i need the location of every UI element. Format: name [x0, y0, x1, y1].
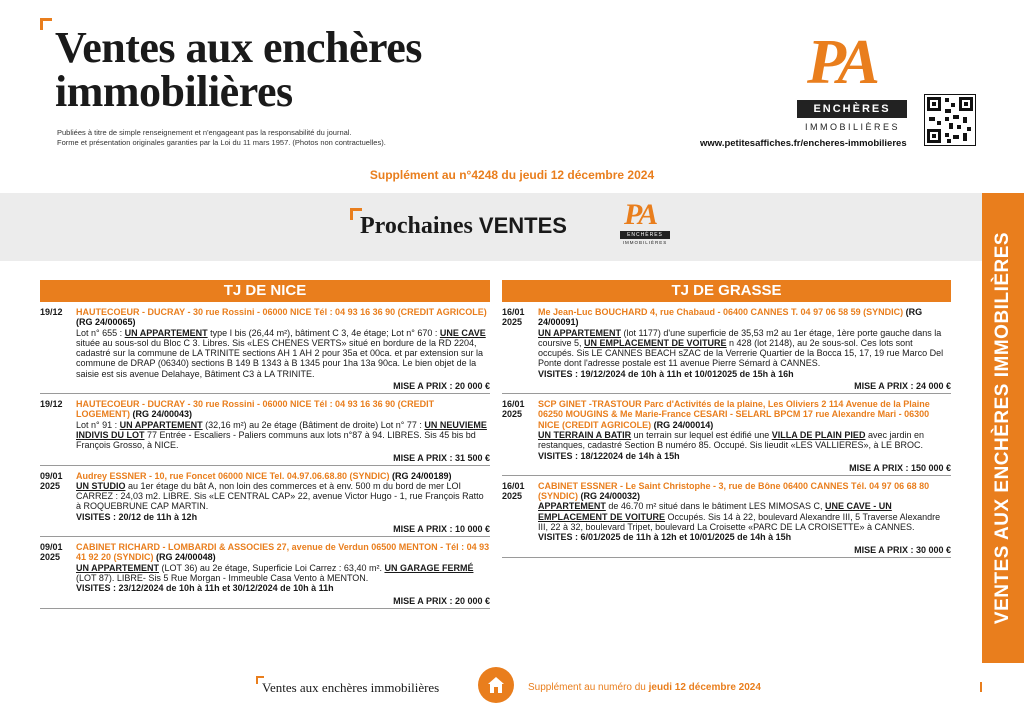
sale-date — [40, 542, 72, 562]
sale-date-year: 2025 — [40, 480, 61, 491]
nice-column — [40, 280, 490, 609]
entry-body — [76, 399, 490, 463]
entry-text: type I bis (26,44 m²), bâtiment C 3, 4e étage; Lot n° 670 : — [207, 327, 440, 338]
side-banner-label: VENTES AUX ENCHÈRES IMMOBILIÈRES — [992, 231, 1013, 625]
auction-entry — [502, 476, 951, 558]
sale-date-year: 2025 — [502, 409, 523, 420]
entry-text: au 1er étage du bât A, non loin des commerces et à env. 500 m du bord de mer LOI CARREZ : 24,03 m2. LIBRE. Sis «LE CENTRAL CAP» 22, avenue Victor Hugo - 1, rue François Ratto à ROQUEBRUNE CAP MARTIN. — [76, 480, 484, 512]
footer-supplement-a: Supplément au numéro du — [528, 682, 649, 693]
auction-entry — [40, 302, 490, 394]
auction-entry — [40, 537, 490, 608]
page-title — [55, 23, 422, 116]
lawyer-header: HAUTECOEUR - DUCRAY - 30 rue Rossini - 06000 NICE Tél : 04 93 16 36 90 (CREDIT LOGEMENT) — [76, 399, 435, 420]
sale-date-day: 16/01 — [502, 399, 525, 410]
lot-type: UN NEUVIEME INDIVIS DU LOT — [76, 419, 487, 440]
lawyer-header: Me Jean-Luc BOUCHARD 4, rue Chabaud - 06400 CANNES T. 04 97 06 58 59 (SYNDIC) — [538, 307, 904, 317]
nice-column-title: TJ DE NICE — [40, 280, 490, 302]
auction-entry — [502, 302, 951, 394]
sale-date-day: 19/12 — [40, 399, 63, 410]
qr-code-icon — [924, 94, 976, 146]
sale-date — [502, 399, 534, 419]
sale-date-day: 19/12 — [40, 307, 63, 317]
case-reference: (RG 24/00043) — [130, 409, 193, 420]
disclaimer-line-1: Publiées à titre de simple renseignement et n'engageant pas la responsabilité du journal. — [57, 128, 352, 137]
entry-text: située au sous-sol du Bloc C 3. Libres. Sis «LES CHENES VERTS» situé en bordure de la RD 2204, cadastré sur la commune de LA TRINITE sections AH 1 AH 2 pour 35a et 00ca. et par extension sur la commune de DRAP (06340) sections B 149 B 1343 à B 1345 pour 1ha 13a 90ca. Le bien objet de la saisie est sis avenue Delahaye, Bâtiment C3 à LA TRINITE. — [76, 337, 484, 379]
auction-entry — [40, 394, 490, 465]
footer-supplement — [528, 682, 761, 693]
entry-body — [76, 471, 490, 535]
mini-logo-bar: ENCHÈRES — [620, 231, 670, 239]
sale-date — [40, 307, 72, 317]
entry-text: avec jardin en restanques, cadastré Section B numéro 85. Occupé. Sis lieudit «LES VALLIERES», à LE BROC. — [538, 429, 924, 451]
entry-text: (32,16 m²) au 2e étage (Bâtiment de droite) Lot n° 77 : — [202, 419, 425, 430]
case-reference: (RG 24/00065) — [76, 317, 136, 328]
starting-price: MISE A PRIX : 10 000 € — [393, 524, 490, 535]
case-reference: (RG 24/00189) — [389, 470, 452, 481]
case-reference: (RG 24/00048) — [153, 552, 216, 563]
lot-type: UN TERRAIN A BATIR — [538, 429, 632, 440]
lot-type: UN APPARTEMENT — [119, 419, 203, 430]
starting-price: MISE A PRIX : 20 000 € — [393, 381, 490, 392]
mini-logo-sub: IMMOBILIÈRES — [622, 240, 668, 245]
sale-date-day: 09/01 — [40, 470, 63, 481]
supplement-line: Supplément au n°4248 du jeudi 12 décembre 2024 — [369, 168, 655, 182]
visit-schedule: VISITES : 19/12/2024 de 10h à 11h et 10/012025 de 15h à 16h — [538, 368, 794, 379]
lawyer-header: SCP GINET -TRASTOUR Parc d'Activités de la plaine, Les Oliviers 2 114 Avenue de la Plaine 06250 MOUGINS & Me Marie-France CESARI - SELARL BPCM 17 rue Alexandre Mari - 06300 NICE (CREDIT AGRICOLE) — [538, 399, 930, 430]
lot-type: UN GARAGE FERMÉ — [384, 562, 474, 573]
lot-type: APPARTEMENT — [538, 501, 606, 512]
entry-text: Occupés. Sis 14 à 22, boulevard Alexandre III, 5 Traverse Alexandre III, 22 à 32, boulevard Tripet, boulevard La Croisette «PARC DE LA CROISETTE» à CANNES. — [538, 511, 941, 533]
entry-body — [76, 542, 490, 606]
band-title-a: Prochaines — [360, 213, 479, 239]
footer-title: Ventes aux enchères immobilières — [262, 680, 440, 695]
lot-type: UN APPARTEMENT — [124, 327, 208, 338]
title-line-1: Ventes aux enchères — [55, 23, 422, 72]
entry-text: de 46.70 m² situé dans le bâtiment LES MIMOSAS C, — [605, 501, 825, 512]
pa-logo — [795, 26, 910, 140]
entry-text: n 428 (lot 2148), au 2e sous-sol. Ces lots sont occupés. Sis LE CANNES BEACH sZAC de la Verrerie Quartier de la Bocca 15, 17, 19 rue Marco Del Ponte dont l'adresse postale est 11 avenue Pierre Sémard à CANNES. — [538, 337, 944, 369]
website-url[interactable]: www.petitesaffiches.fr/encheres-immobilieres — [700, 138, 907, 149]
sale-date-year: 2025 — [40, 552, 61, 563]
visit-schedule: VISITES : 23/12/2024 de 10h à 11h et 30/12/2024 de 10h à 11h — [76, 583, 334, 594]
band-title-b: VENTES — [478, 213, 567, 238]
entry-text: Lot n° 91 : — [76, 419, 120, 430]
case-reference: (RG 24/00014) — [651, 419, 714, 430]
lot-type: UN APPARTEMENT — [538, 327, 621, 338]
sale-date — [502, 481, 534, 501]
starting-price: MISE A PRIX : 31 500 € — [393, 452, 490, 463]
house-icon — [478, 667, 514, 703]
sale-date-day: 16/01 — [502, 307, 525, 317]
footer-tick — [980, 682, 982, 692]
disclaimer-line-2: Forme et présentation originales garanties par la Loi du 11 mars 1957. (Photos non contractuelles). — [57, 138, 386, 147]
mini-logo-letters: PA — [624, 198, 657, 231]
starting-price: MISE A PRIX : 24 000 € — [854, 381, 951, 392]
starting-price: MISE A PRIX : 20 000 € — [393, 595, 490, 606]
grasse-column — [502, 280, 951, 558]
lot-type: UN STUDIO — [76, 480, 126, 491]
auction-entry — [40, 466, 490, 537]
logo-letters: PA — [807, 26, 877, 97]
visit-schedule: VISITES : 18/122024 de 14h à 15h — [538, 450, 680, 461]
lot-type: UN EMPLACEMENT DE VOITURE — [584, 337, 727, 348]
lawyer-header: CABINET RICHARD - LOMBARDI & ASSOCIES 27, avenue de Verdun 06500 MENTON - Tél : 04 93 41 92 20 (SYNDIC) — [76, 542, 490, 563]
sale-date-day: 16/01 — [502, 480, 525, 491]
sale-date — [40, 471, 72, 491]
sale-date — [40, 399, 72, 409]
sale-date — [502, 307, 534, 327]
entry-body — [538, 307, 951, 392]
title-line-2: immobilières — [55, 67, 293, 116]
band-title — [360, 213, 567, 240]
visit-schedule: VISITES : 6/01/2025 de 11h à 12h et 10/01/2025 de 14h à 15h — [538, 532, 792, 543]
logo-bar: ENCHÈRES — [797, 100, 907, 118]
entry-body — [538, 399, 951, 474]
entry-text: 77 Entrée - Escaliers - Paliers communs aux lots n°87 à 94. LIBRES. Sis 45 bis bd François Grosso, à NICE. — [76, 429, 476, 451]
grasse-column-title: TJ DE GRASSE — [502, 280, 951, 302]
sale-date-year: 2025 — [502, 490, 523, 501]
lot-type: UNE CAVE - UN EMPLACEMENT DE VOITURE — [538, 501, 892, 522]
lot-type: VILLA DE PLAIN PIED — [771, 429, 866, 440]
lawyer-header: CABINET ESSNER - Le Saint Christophe - 3, rue de Bône 06400 CANNES Tél. 04 97 06 68 80 (SYNDIC) — [538, 480, 930, 502]
entry-text: un terrain sur lequel est édifié une — [631, 429, 772, 440]
auction-entry — [502, 394, 951, 476]
entry-text: (lot 1177) d'une superficie de 35,53 m2 au 1er étage, 1ère porte gauche dans la coursive 5, — [538, 327, 942, 348]
corner-mark — [40, 18, 52, 30]
logo-sub: IMMOBILIÈRES — [804, 122, 900, 132]
entry-body — [76, 307, 490, 392]
sale-date-day: 09/01 — [40, 542, 63, 553]
sale-date-year: 2025 — [502, 317, 523, 327]
lot-type: UN APPARTEMENT — [76, 562, 159, 573]
entry-text: (LOT 87). LIBRE- Sis 5 Rue Morgan - Immeuble Casa Vento à MENTON. — [76, 572, 369, 583]
pa-mini-logo — [620, 200, 672, 248]
side-banner — [982, 193, 1024, 663]
lawyer-header: Audrey ESSNER - 10, rue Foncet 06000 NICE Tel. 04.97.06.68.80 (SYNDIC) — [76, 470, 390, 481]
entry-text: (LOT 36) au 2e étage, Superficie Loi Carrez : 63,40 m². — [159, 562, 385, 573]
lawyer-header: HAUTECOEUR - DUCRAY - 30 rue Rossini - 06000 NICE Tél : 04 93 16 36 90 (CREDIT AGRICOLE) — [76, 307, 487, 317]
visit-schedule: VISITES : 20/12 de 11h à 12h — [76, 511, 198, 522]
case-reference: (RG 24/00032) — [578, 491, 641, 502]
disclaimer — [57, 128, 386, 148]
entry-text: Lot n° 655 : — [76, 327, 125, 338]
starting-price: MISE A PRIX : 30 000 € — [854, 544, 951, 555]
case-reference: (RG 24/00091) — [538, 307, 923, 328]
starting-price: MISE A PRIX : 150 000 € — [849, 462, 951, 473]
lot-type: UNE CAVE — [439, 327, 486, 338]
footer-supplement-date: jeudi 12 décembre 2024 — [648, 682, 761, 693]
entry-body — [538, 481, 951, 556]
